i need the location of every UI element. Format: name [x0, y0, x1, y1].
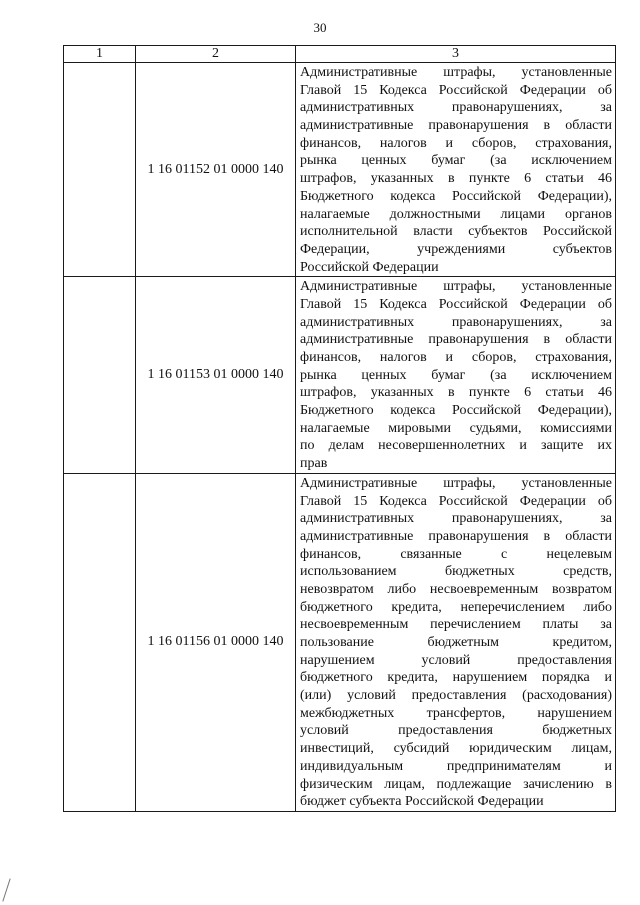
description-line: штрафов, указанных в пункте 6 статьи 46 [300, 385, 612, 401]
budget-code-cell: 1 16 01153 01 0000 140 [136, 277, 296, 474]
description-line: Бюджетного кодекса Российской Федерации), [300, 188, 612, 204]
description-line: финансов, налогов и сборов, страхования, [300, 350, 612, 365]
description-line: межбюджетных трансфертов, нарушением [300, 705, 612, 721]
column-header-2: 2 [136, 46, 296, 63]
description-line: бюджетного кредита, нарушением порядка и [300, 670, 612, 686]
description-line: инвестиций, субсидий юридическим лицам, [300, 741, 612, 757]
description-line: Главой 15 Кодекса Российской Федерации об [300, 82, 612, 98]
table-body [64, 63, 616, 812]
description-line: по делам несовершеннолетних и защите их [300, 438, 612, 454]
page-number: 30 [313, 20, 327, 35]
column-header-1: 1 [64, 46, 136, 63]
description-line: административные правонарушения в области [300, 332, 612, 348]
description-line: административных правонарушениях, за [300, 100, 612, 116]
description-line: административные правонарушения в области [300, 118, 612, 134]
description-line: Административные штрафы, установленные [300, 65, 612, 80]
description-line: Главой 15 Кодекса Российской Федерации об [300, 493, 612, 509]
description-line: административные правонарушения в области [300, 528, 612, 544]
description-line: финансов, налогов и сборов, страхования, [300, 135, 612, 151]
description-cell [296, 473, 616, 811]
table-row [64, 473, 616, 811]
description-line: финансов, связанные с нецелевым [300, 546, 612, 562]
description-line: Административные штрафы, установленные [300, 475, 612, 491]
description-line: налагаемые мировыми судьями, комиссиями [300, 420, 612, 436]
description-cell [296, 277, 616, 474]
row-col1-cell [64, 473, 136, 811]
description-line: рынка ценных бумаг (за исключением [300, 367, 612, 383]
budget-code-cell: 1 16 01152 01 0000 140 [136, 63, 296, 277]
row-col1-cell [64, 63, 136, 277]
description-line: Российской Федерации [300, 259, 439, 275]
description-line: прав [300, 456, 328, 472]
description-line: пользование бюджетным кредитом, [300, 635, 612, 650]
description-line: налагаемые должностными лицами органов [300, 206, 612, 222]
classification-table [63, 45, 616, 812]
table-row [64, 63, 616, 277]
table-row [64, 277, 616, 474]
description-line: административных правонарушениях, за [300, 511, 612, 527]
description-line: физическим лицам, подлежащие зачислению в [300, 776, 612, 792]
description-line: нарушением условий предоставления [300, 652, 612, 668]
budget-code-cell: 1 16 01156 01 0000 140 [136, 473, 296, 811]
description-line: Главой 15 Кодекса Российской Федерации об [300, 296, 612, 312]
margin-mark [2, 878, 10, 901]
description-line: использованием бюджетных средств, [300, 564, 612, 580]
description-line: Бюджетного кодекса Российской Федерации), [300, 403, 612, 419]
description-line: несвоевременным перечислением платы за [300, 617, 612, 633]
description-line: невозвратом либо несвоевременным возвратом [300, 581, 612, 597]
description-line: условий предоставления бюджетных [300, 723, 612, 739]
description-line: (или) условий предоставления (расходования) [300, 688, 612, 704]
row-col1-cell [64, 277, 136, 474]
description-cell [296, 63, 616, 277]
table-header-row [64, 46, 616, 63]
description-line: рынка ценных бумаг (за исключением [300, 153, 612, 169]
description-line: исполнительной власти субъектов Российской [300, 224, 612, 240]
description-line: Федерации, учреждениями субъектов [300, 241, 612, 257]
description-line: бюджет субъекта Российской Федерации [300, 794, 544, 810]
description-line: административных правонарушениях, за [300, 314, 612, 330]
description-line: Административные штрафы, установленные [300, 279, 612, 295]
description-line: индивидуальным предпринимателям и [300, 758, 612, 774]
description-line: штрафов, указанных в пункте 6 статьи 46 [300, 171, 612, 187]
description-line: бюджетного кредита, неперечислением либо [300, 599, 612, 615]
column-header-3: 3 [296, 46, 616, 63]
